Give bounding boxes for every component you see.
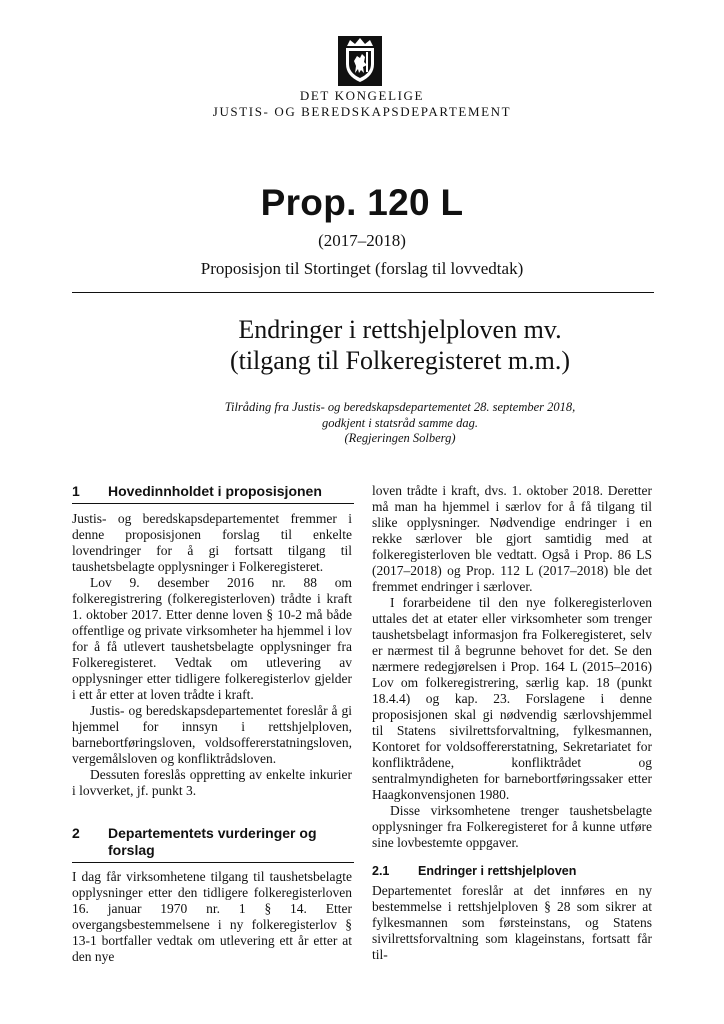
paragraph: I forarbeidene til den nye folkeregisterloven uttales det at etater eller virksomheter som trenger taushetsbelagt informasjon fra Folkeregisteret, selv er nærmest til å begrunne behovet for det. Se den nærmere redegjørelsen i Prop. 164 L (2015–2016) Lov om folkeregistrering, særlig kap. 18 (punkt 18.4.4) og kap. 23. Forslagene i denne proposisjonen skal gi nødvendig særlovshjemmel til Statens sivilrettsforvaltning, fylkesmannen, Kontoret for voldsoffererstatning, Sekretariatet for konfliktrådene, konfliktrådet og sentralmyndigheten for barnebortføringssaker etter Haagkonvensjonen 1980. bbox=[372, 595, 652, 802]
department-line-1: DET KONGELIGE bbox=[299, 88, 425, 103]
section-1-body bbox=[72, 511, 352, 799]
section-2-body bbox=[72, 869, 352, 965]
section-heading-text: Departementets vurderinger og forslag bbox=[108, 825, 317, 858]
section-2-divider bbox=[72, 862, 354, 863]
section-2-heading bbox=[72, 825, 354, 859]
department-line-2: JUSTIS- OG BEREDSKAPSDEPARTEMENT bbox=[212, 104, 512, 119]
paragraph: Justis- og beredskapsdepartementet foreslår å gi hjemmel for innsyn i rettshjelploven, barnebortføringsloven, voldsoffererstatningsloven, vergemålsloven og konfliktrådsloven. bbox=[72, 703, 352, 766]
section-number: 2 bbox=[72, 825, 80, 841]
section-number: 1 bbox=[72, 483, 80, 499]
approval-line-3: (Regjeringen Solberg) bbox=[344, 431, 456, 445]
paragraph: Dessuten foreslås oppretting av enkelte inkurier i lovverket, jf. punkt 3. bbox=[72, 767, 352, 798]
paragraph: Disse virksomhetene trenger taushetsbelagte opplysninger fra Folkeregisteret for å kunne utføre sine lovbestemte oppgaver. bbox=[372, 803, 652, 850]
main-title-line-2: (tilgang til Folkeregisteret m.m.) bbox=[229, 346, 571, 375]
section-1-divider bbox=[72, 503, 354, 504]
paragraph: I dag får virksomhetene tilgang til taushetsbelagte opplysninger etter den tidligere folkeregisterloven 16. januar 1970 nr. 1 § 14. Etter overgangsbestemmelsene i ny folkeregisterlov § 13-1 bortfaller vedtak om utlevering ett år etter at den nye bbox=[72, 869, 352, 964]
proposition-number: Prop. 120 L bbox=[260, 182, 464, 223]
section-2-1-body bbox=[372, 883, 652, 963]
section-1-continued bbox=[372, 483, 652, 851]
paragraph: Lov 9. desember 2016 nr. 88 om folkeregistrering (folkeregisterloven) trådte i kraft 1. oktober 2017. Etter denne loven § 10-2 må både offentlige og private virksomheter ha hjemmel i lov for å få utlevert taushetsbelagte opplysninger fra Folkeregisteret. Vedtak om utlevering av opplysninger etter tidligere folkeregisterlov gjelder i ett år etter at loven trådte i kraft. bbox=[72, 575, 352, 702]
paragraph: Justis- og beredskapsdepartementet fremmer i denne proposisjonen forslag til enkelte lovendringer for å gi fortsatt tilgang til taushetsbelagte opplysninger i Folkeregisteret. bbox=[72, 511, 352, 574]
main-title-line-1: Endringer i rettshjelploven mv. bbox=[238, 315, 562, 344]
section-1-heading bbox=[72, 483, 354, 500]
paragraph: loven trådte i kraft, dvs. 1. oktober 2018. Deretter må man ha hjemmel i særlov for å få tilgang til slike opplysninger. Nødvendige endringer i en rekke særlover ble gjort samtidig med at folkeregisterloven ble vedtatt. Også i Prop. 86 LS (2017–2018) og Prop. 112 L (2017–2018) ble det fremmet endringer i særlover. bbox=[372, 483, 652, 594]
approval-note bbox=[150, 400, 650, 447]
main-title bbox=[150, 314, 650, 376]
approval-line-1: Tilråding fra Justis- og beredskapsdepartementet 28. september 2018, bbox=[224, 400, 576, 414]
norwegian-coat-of-arms-icon bbox=[338, 36, 382, 86]
section-heading-text: Endringer i rettshjelploven bbox=[418, 864, 577, 878]
section-heading-text: Hovedinnholdet i proposisjonen bbox=[108, 483, 322, 499]
section-2-1-heading bbox=[372, 864, 654, 879]
title-divider bbox=[72, 292, 654, 293]
proposition-subtitle: Proposisjon til Stortinget (forslag til lovvedtak) bbox=[200, 259, 524, 278]
section-number: 2.1 bbox=[372, 864, 390, 878]
paragraph: Departementet foreslår at det innføres en ny bestemmelse i rettshjelploven § 28 som sikrer at fylkesmannen som førsteinstans, og Statens sivilrettsforvaltning som klageinstans, fortsatt får til- bbox=[372, 883, 652, 962]
session-years: (2017–2018) bbox=[318, 231, 406, 250]
approval-line-2: godkjent i statsråd samme dag. bbox=[322, 415, 478, 430]
